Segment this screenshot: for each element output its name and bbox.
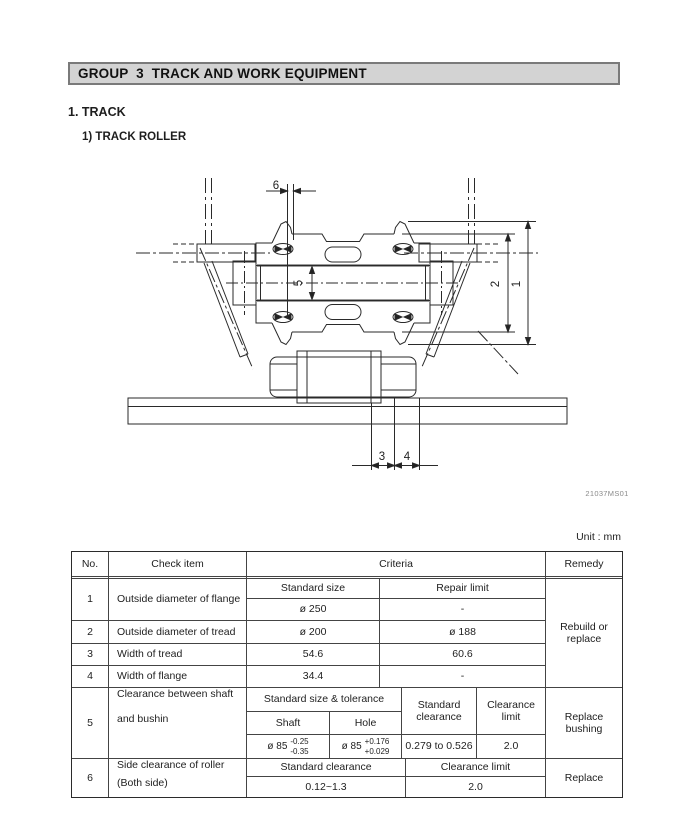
section-title: 1. TRACK bbox=[68, 105, 126, 119]
roller-shaft bbox=[226, 251, 460, 315]
strut-right bbox=[421, 248, 518, 374]
subheader-repair-limit: Repair limit bbox=[380, 579, 546, 599]
subheader-standard-size: Standard size bbox=[247, 579, 380, 599]
row6-standard-clearance: 0.12~1.3 bbox=[247, 777, 406, 797]
bracket-left bbox=[136, 244, 270, 262]
row6-check-item-line1: Side clearance of roller bbox=[117, 759, 225, 771]
row6-check-item-line2: (Both side) bbox=[117, 777, 168, 790]
row1-no: 1 bbox=[72, 579, 109, 621]
row3-standard-size: 54.6 bbox=[247, 644, 380, 666]
dim-3-4 bbox=[352, 398, 438, 470]
row5-shaft-tol-upper: -0.25 bbox=[290, 736, 309, 746]
subheader-standard-size-tolerance: Standard size & tolerance bbox=[247, 688, 402, 712]
row4-repair-limit: - bbox=[380, 666, 546, 688]
spec-table bbox=[71, 551, 623, 798]
dim-label-2: 2 bbox=[490, 280, 502, 288]
row1-standard-size: ø 250 bbox=[247, 599, 380, 621]
subheader-shaft: Shaft bbox=[247, 712, 330, 735]
row2-no: 2 bbox=[72, 621, 109, 644]
row4-check-item: Width of flange bbox=[109, 666, 247, 688]
dim-label-3: 3 bbox=[378, 451, 386, 463]
track-link bbox=[270, 351, 416, 403]
subheader-hole: Hole bbox=[330, 712, 402, 735]
row1-repair-limit: - bbox=[380, 599, 546, 621]
row5-check-item-line2: and bushin bbox=[117, 713, 169, 726]
unit-label: Unit : mm bbox=[576, 531, 621, 543]
row5-hole-tol-upper: +0.176 bbox=[364, 736, 390, 746]
strut-left bbox=[200, 248, 253, 369]
dim-label-6: 6 bbox=[272, 180, 280, 192]
row5-no: 5 bbox=[72, 688, 109, 759]
row5-check-item-line1: Clearance between shaft bbox=[117, 688, 234, 700]
remedy-rows-1-4: Rebuild or replace bbox=[546, 579, 622, 688]
row6-remedy: Replace bbox=[564, 771, 604, 784]
row4-standard-size: 34.4 bbox=[247, 666, 380, 688]
subsection-title: 1) TRACK ROLLER bbox=[82, 131, 187, 143]
col-header-remedy: Remedy bbox=[546, 552, 622, 577]
row6-check-item bbox=[109, 759, 247, 797]
row5-standard-clearance: 0.279 to 0.526 bbox=[402, 735, 477, 759]
dim-label-4: 4 bbox=[403, 451, 411, 463]
row1-check-item: Outside diameter of flange bbox=[109, 579, 247, 621]
subheader-standard-clearance: Standard clearance bbox=[402, 688, 477, 735]
row5-hole-base: ø 85 bbox=[341, 740, 362, 752]
row5-shaft-value bbox=[247, 735, 330, 759]
subheader-clearance-limit: Clearance limit bbox=[477, 688, 546, 735]
track-shoe bbox=[128, 398, 567, 424]
row6-subheader-clearance-limit: Clearance limit bbox=[406, 759, 546, 777]
row2-standard-size: ø 200 bbox=[247, 621, 380, 644]
row4-no: 4 bbox=[72, 666, 109, 688]
row3-repair-limit: 60.6 bbox=[380, 644, 546, 666]
row5-check-item bbox=[109, 688, 247, 759]
row2-repair-limit: ø 188 bbox=[380, 621, 546, 644]
seal-icon bbox=[273, 244, 293, 255]
row3-no: 3 bbox=[72, 644, 109, 666]
col-header-check-item: Check item bbox=[109, 552, 247, 577]
row5-hole-value bbox=[330, 735, 402, 759]
row5-hole-tol-lower: +0.029 bbox=[364, 746, 390, 756]
row5-shaft-tol-lower: -0.35 bbox=[290, 746, 309, 756]
row2-check-item: Outside diameter of tread bbox=[109, 621, 247, 644]
figure-code: 21037MS01 bbox=[585, 489, 629, 498]
col-header-criteria: Criteria bbox=[247, 552, 546, 577]
seal-icon bbox=[273, 312, 293, 323]
row6-subheader-standard-clearance: Standard clearance bbox=[247, 759, 406, 777]
seal-icon bbox=[393, 244, 413, 255]
col-header-no: No. bbox=[72, 552, 109, 577]
dim-label-5: 5 bbox=[293, 279, 305, 287]
dim-label-1: 1 bbox=[511, 280, 523, 288]
pin-lines-left bbox=[206, 178, 212, 244]
row3-check-item: Width of tread bbox=[109, 644, 247, 666]
group-title: GROUP 3 TRACK AND WORK EQUIPMENT bbox=[78, 66, 367, 81]
row6-clearance-limit: 2.0 bbox=[406, 777, 546, 797]
row5-remedy: Replace bushing bbox=[546, 688, 622, 759]
row6-no: 6 bbox=[72, 759, 109, 797]
seal-icon bbox=[393, 312, 413, 323]
bracket-right bbox=[404, 244, 538, 262]
row5-shaft-base: ø 85 bbox=[267, 740, 288, 752]
row5-clearance-limit: 2.0 bbox=[477, 735, 546, 759]
